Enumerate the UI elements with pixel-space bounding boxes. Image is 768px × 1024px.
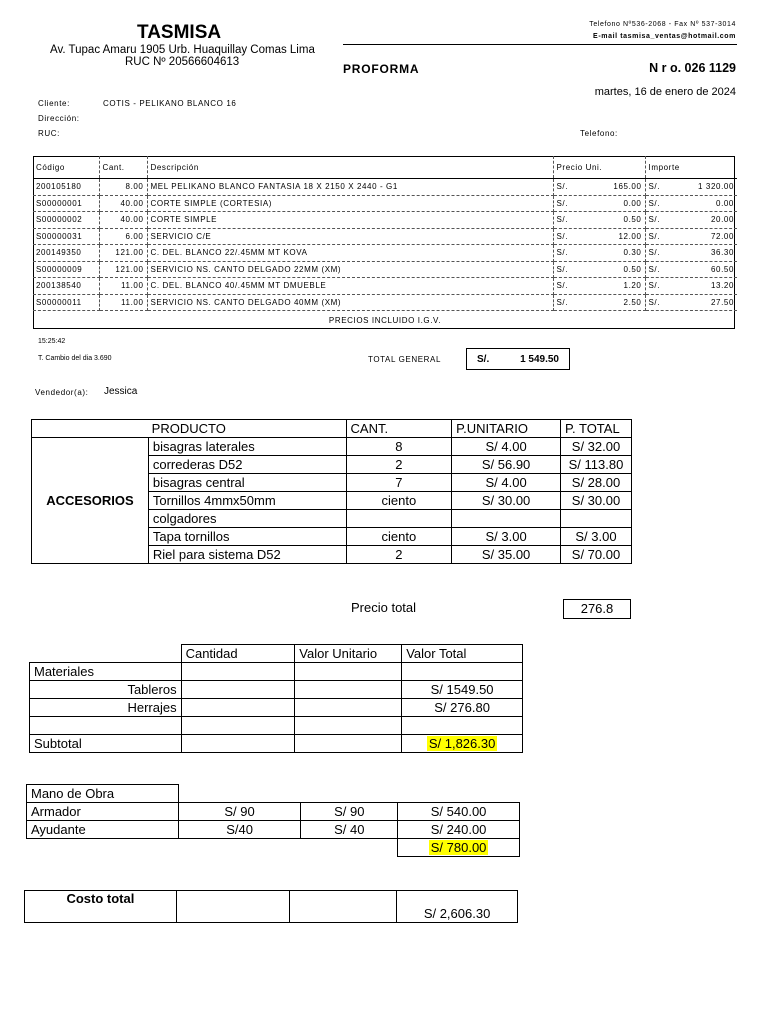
document-date: martes, 16 de enero de 2024 <box>594 86 736 98</box>
item-desc: CORTE SIMPLE <box>147 212 553 229</box>
costos-header-total: Valor Total <box>402 645 523 663</box>
cell <box>181 663 295 681</box>
acc-product: bisagras laterales <box>148 438 346 456</box>
item-desc: CORTE SIMPLE (CORTESIA) <box>147 195 553 212</box>
acc-qty: 2 <box>346 546 452 564</box>
item-amount-currency: S/. <box>648 231 661 241</box>
item-code: S00000002 <box>33 212 99 229</box>
mano-obra-role: Ayudante <box>27 821 179 839</box>
acc-unit: S/ 4.00 <box>452 438 561 456</box>
cell <box>398 785 520 803</box>
costos-row-blank <box>30 717 523 735</box>
acc-header-total: P. TOTAL <box>561 420 632 438</box>
cell <box>27 839 179 857</box>
tableros-value: S/ 1549.50 <box>402 681 523 699</box>
item-amount: 72.00 <box>710 231 734 241</box>
costos-header-blank <box>30 645 182 663</box>
cell <box>301 785 398 803</box>
table-row <box>33 195 737 212</box>
item-price: 165.00 <box>613 182 642 192</box>
mano-obra-subtotal-row <box>27 839 520 857</box>
item-price: 0.50 <box>623 215 642 225</box>
vendor-label: Vendedor(a): <box>35 388 89 397</box>
tableros-label: Tableros <box>30 681 182 699</box>
item-price: 1.20 <box>623 281 642 291</box>
costos-table <box>29 644 523 753</box>
mano-obra-unit: S/ 90 <box>301 803 398 821</box>
company-ruc: RUC Nº 20566604613 <box>125 56 240 68</box>
item-amount-cell <box>645 261 737 278</box>
acc-qty: 7 <box>346 474 452 492</box>
herrajes-label: Herrajes <box>30 699 182 717</box>
item-amount-currency: S/. <box>648 198 661 208</box>
table-row <box>33 179 737 196</box>
item-price-cell <box>553 294 645 311</box>
cell <box>176 891 290 923</box>
cliente-label: Cliente: <box>38 99 70 108</box>
precio-total-label: Precio total <box>351 600 417 615</box>
item-qty: 11.00 <box>99 278 147 295</box>
cell <box>30 717 182 735</box>
col-header-desc: Descripción <box>147 156 553 179</box>
acc-unit: S/ 35.00 <box>452 546 561 564</box>
acc-product: Tapa tornillos <box>148 528 346 546</box>
vendor-name: Jessica <box>104 386 138 397</box>
item-qty: 11.00 <box>99 294 147 311</box>
acc-qty: 2 <box>346 456 452 474</box>
table-row <box>27 803 520 821</box>
cell <box>181 681 295 699</box>
acc-unit: S/ 4.00 <box>452 474 561 492</box>
table-row <box>33 278 737 295</box>
costo-total-label: Costo total <box>25 891 177 923</box>
item-amount-cell <box>645 294 737 311</box>
subtotal-label: Subtotal <box>30 735 182 753</box>
subtotal-cell <box>402 735 523 753</box>
item-code: 200149350 <box>33 245 99 262</box>
document-type: PROFORMA <box>343 62 420 76</box>
acc-header-producto: PRODUCTO <box>32 420 347 438</box>
item-price-currency: S/. <box>556 248 569 258</box>
cell <box>402 663 523 681</box>
acc-header-unit: P.UNITARIO <box>452 420 561 438</box>
table-row <box>27 821 520 839</box>
mano-obra-total: S/ 240.00 <box>398 821 520 839</box>
item-qty: 40.00 <box>99 212 147 229</box>
costos-row-materiales <box>30 663 523 681</box>
acc-product: Tornillos 4mmx50mm <box>148 492 346 510</box>
print-time: 15:25:42 <box>38 338 66 345</box>
item-price-currency: S/. <box>556 264 569 274</box>
total-value: 1 549.50 <box>520 354 559 365</box>
mano-obra-role: Armador <box>27 803 179 821</box>
acc-total: S/ 3.00 <box>561 528 632 546</box>
item-amount: 0.00 <box>716 198 734 208</box>
mano-obra-qty: S/40 <box>178 821 301 839</box>
item-price-cell <box>553 245 645 262</box>
costos-row-tableros <box>30 681 523 699</box>
item-amount-cell <box>645 195 737 212</box>
item-amount: 60.50 <box>710 264 734 274</box>
mano-obra-table <box>26 784 520 857</box>
item-price: 2.50 <box>623 297 642 307</box>
item-amount: 13.20 <box>710 281 734 291</box>
item-code: S00000009 <box>33 261 99 278</box>
item-amount-currency: S/. <box>648 281 661 291</box>
item-price-currency: S/. <box>556 231 569 241</box>
costos-header-cantidad: Cantidad <box>181 645 295 663</box>
table-row <box>33 294 737 311</box>
mano-obra-subtotal-cell <box>398 839 520 857</box>
item-amount-currency: S/. <box>648 182 661 192</box>
document-number: N r o. 026 1129 <box>649 61 736 75</box>
total-general-box <box>466 348 570 370</box>
cell <box>295 699 402 717</box>
acc-product: correderas D52 <box>148 456 346 474</box>
cell <box>178 785 301 803</box>
items-table <box>33 156 737 329</box>
acc-total: S/ 32.00 <box>561 438 632 456</box>
items-header-row <box>33 156 737 179</box>
acc-product: colgadores <box>148 510 346 528</box>
item-price-cell <box>553 228 645 245</box>
item-price: 0.50 <box>623 264 642 274</box>
mano-obra-subtotal: S/ 780.00 <box>430 839 487 855</box>
cell <box>178 839 301 857</box>
precio-total-value: 276.8 <box>563 599 631 619</box>
col-header-price: Precio Uni. <box>553 156 645 179</box>
item-qty: 121.00 <box>99 261 147 278</box>
item-desc: C. DEL. BLANCO 22/.45MM MT KOVA <box>147 245 553 262</box>
acc-total: S/ 70.00 <box>561 546 632 564</box>
subtotal-value: S/ 1,826.30 <box>428 735 496 751</box>
acc-qty: ciento <box>346 528 452 546</box>
cell <box>181 717 295 735</box>
acc-product: Riel para sistema D52 <box>148 546 346 564</box>
item-amount-cell <box>645 245 737 262</box>
item-qty: 40.00 <box>99 195 147 212</box>
mano-obra-qty: S/ 90 <box>178 803 301 821</box>
item-amount-currency: S/. <box>648 248 661 258</box>
item-amount-currency: S/. <box>648 297 661 307</box>
table-row <box>33 228 737 245</box>
item-amount: 20.00 <box>710 215 734 225</box>
company-address: Av. Tupac Amaru 1905 Urb. Huaquillay Comas Lima <box>50 44 315 56</box>
materiales-label: Materiales <box>30 663 182 681</box>
item-amount-cell <box>645 212 737 229</box>
company-email: E-mail tasmisa_ventas@hotmail.com <box>593 33 736 40</box>
items-footer-row <box>33 311 737 330</box>
item-price-currency: S/. <box>556 281 569 291</box>
item-price-currency: S/. <box>556 182 569 192</box>
item-price-currency: S/. <box>556 198 569 208</box>
direccion-label: Dirección: <box>38 114 80 123</box>
col-header-amount: Importe <box>645 156 737 179</box>
cell <box>181 699 295 717</box>
accesorios-table <box>31 419 632 564</box>
item-price: 0.30 <box>623 248 642 258</box>
item-price: 0.00 <box>623 198 642 208</box>
item-desc: SERVICIO NS. CANTO DELGADO 40MM (XM) <box>147 294 553 311</box>
item-qty: 6.00 <box>99 228 147 245</box>
acc-unit <box>452 510 561 528</box>
acc-product: bisagras central <box>148 474 346 492</box>
item-amount-cell <box>645 179 737 196</box>
acc-unit: S/ 3.00 <box>452 528 561 546</box>
acc-header-cant: CANT. <box>346 420 452 438</box>
acc-total: S/ 30.00 <box>561 492 632 510</box>
telefono-label: Telefono: <box>580 129 618 138</box>
item-price-currency: S/. <box>556 297 569 307</box>
item-amount: 27.50 <box>710 297 734 307</box>
col-header-qty: Cant. <box>99 156 147 179</box>
costos-row-subtotal <box>30 735 523 753</box>
item-amount-cell <box>645 228 737 245</box>
costo-total-row <box>25 891 518 923</box>
table-row <box>33 212 737 229</box>
acc-qty: ciento <box>346 492 452 510</box>
acc-total: S/ 113.80 <box>561 456 632 474</box>
table-row <box>33 245 737 262</box>
costos-header-unit: Valor Unitario <box>295 645 402 663</box>
mano-obra-title-row <box>27 785 520 803</box>
item-price-currency: S/. <box>556 215 569 225</box>
item-price-cell <box>553 179 645 196</box>
acc-qty <box>346 510 452 528</box>
header-rule <box>343 44 737 45</box>
cell <box>295 735 402 753</box>
item-desc: SERVICIO C/E <box>147 228 553 245</box>
item-qty: 121.00 <box>99 245 147 262</box>
item-price-cell <box>553 278 645 295</box>
company-name: TASMISA <box>137 22 222 43</box>
item-code: 200105180 <box>33 179 99 196</box>
accesorios-header-row <box>32 420 632 438</box>
item-amount: 36.30 <box>710 248 734 258</box>
mano-obra-title: Mano de Obra <box>27 785 179 803</box>
item-desc: C. DEL. BLANCO 40/.45MM MT DMUEBLE <box>147 278 553 295</box>
item-price-cell <box>553 195 645 212</box>
acc-qty: 8 <box>346 438 452 456</box>
item-amount: 1 320.00 <box>698 182 734 192</box>
costos-header-row <box>30 645 523 663</box>
item-code: S00000031 <box>33 228 99 245</box>
cell <box>301 839 398 857</box>
costo-total-table <box>24 890 518 923</box>
herrajes-value: S/ 276.80 <box>402 699 523 717</box>
item-qty: 8.00 <box>99 179 147 196</box>
mano-obra-unit: S/ 40 <box>301 821 398 839</box>
exchange-rate: T. Cambio del dia 3.690 <box>38 355 112 362</box>
item-price-cell <box>553 212 645 229</box>
total-currency: S/. <box>477 354 490 365</box>
item-amount-currency: S/. <box>648 264 661 274</box>
costos-row-herrajes <box>30 699 523 717</box>
acc-unit: S/ 30.00 <box>452 492 561 510</box>
cell <box>295 663 402 681</box>
item-desc: SERVICIO NS. CANTO DELGADO 22MM (XM) <box>147 261 553 278</box>
acc-unit: S/ 56.90 <box>452 456 561 474</box>
item-desc: MEL PELIKANO BLANCO FANTASIA 18 X 2150 X 2440 - G1 <box>147 179 553 196</box>
accesorios-group-label: ACCESORIOS <box>32 438 149 564</box>
item-amount-cell <box>645 278 737 295</box>
item-code: S00000011 <box>33 294 99 311</box>
cell <box>295 681 402 699</box>
table-row <box>32 438 632 456</box>
item-amount-currency: S/. <box>648 215 661 225</box>
cell <box>295 717 402 735</box>
cliente-value: COTIS - PELIKANO BLANCO 16 <box>103 99 237 108</box>
item-code: 200138540 <box>33 278 99 295</box>
cell <box>402 717 523 735</box>
table-row <box>33 261 737 278</box>
total-general-label: TOTAL GENERAL <box>368 355 442 364</box>
mano-obra-total: S/ 540.00 <box>398 803 520 821</box>
acc-total <box>561 510 632 528</box>
item-price: 12.00 <box>618 231 642 241</box>
acc-total: S/ 28.00 <box>561 474 632 492</box>
items-footer: PRECIOS INCLUIDO I.G.V. <box>328 315 442 325</box>
col-header-code: Código <box>33 156 99 179</box>
company-phone: Telefono Nº536-2068 - Fax Nº 537-3014 <box>589 21 736 28</box>
ruc-label: RUC: <box>38 129 60 138</box>
item-code: S00000001 <box>33 195 99 212</box>
costo-total-value: S/ 2,606.30 <box>397 891 518 923</box>
item-price-cell <box>553 261 645 278</box>
cell <box>181 735 295 753</box>
cell <box>290 891 397 923</box>
